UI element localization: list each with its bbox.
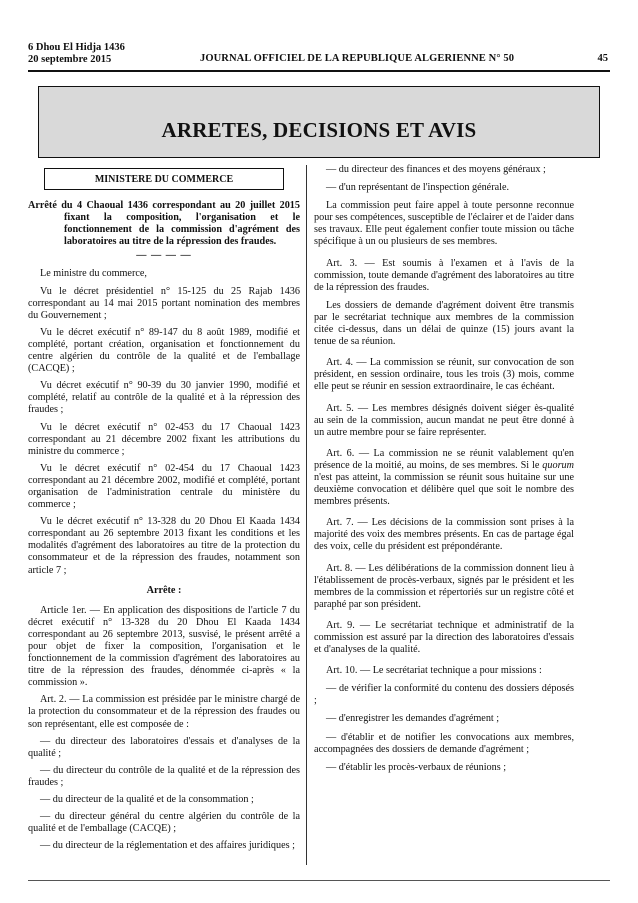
article-5: Art. 5. — Les membres désignés doivent siéger ès-qualité au sein de la commission, aucun mandat ne peut être donné à un autre membre pour se faire représenter. (314, 402, 574, 438)
preamble-paragraph: Vu le décret présidentiel n° 15-125 du 25 Rajab 1436 correspondant au 14 mai 2015 portant nomination des membres du Gouvernement ; (28, 285, 300, 321)
preamble-paragraph: Vu le décret exécutif n° 02-454 du 17 Chaoual 1423 correspondant au 21 décembre 2002, modifié et complété, portant organisation de l'administration centrale du ministère du commerce ; (28, 462, 300, 511)
title-separator: — — — — (136, 250, 192, 262)
article-10: Art. 10. — Le secrétariat technique a pour missions : (326, 665, 542, 677)
header-rule (28, 70, 610, 72)
member-item: — du directeur des laboratoires d'essais et d'analyses de la qualité ; (28, 735, 300, 759)
page-number: 45 (597, 53, 608, 64)
right-column (314, 164, 574, 780)
mission-item: — d'établir et de notifier les convocations aux membres, accompagnées des dossiers de demande d'agrément ; (314, 731, 574, 755)
section-title: ARRETES, DECISIONS ET AVIS (161, 118, 477, 142)
ministry-heading: MINISTERE DU COMMERCE (44, 168, 284, 190)
preamble-paragraph: Vu le décret exécutif n° 02-453 du 17 Chaoual 1423 correspondant au 21 décembre 2002 fixant les attributions du ministre du commerce ; (28, 421, 300, 457)
article-6 (314, 448, 574, 508)
preamble-paragraph: Vu le décret exécutif n° 13-328 du 20 Dhou El Kaada 1434 correspondant au 26 septembre 2013 fixant les conditions et les modalités d'agrément des laboratoires au titre de la protection du consommateur et de la répression des fraudes, notamment son article 7 ; (28, 516, 300, 576)
decree-title: Arrêté du 4 Chaoual 1436 correspondant au 20 juillet 2015 fixant la composition, l'organisation et le fonctionnement de la commission d'agrément des laboratoires au titre de la répression des fraudes. (28, 200, 300, 248)
article-4: Art. 4. — La commission se réunit, sur convocation de son président, en session ordinaire, tous les trois (3) mois, comme elle peut se réunir en session extraordinaire, le cas échéant. (314, 357, 574, 393)
article-7: Art. 7. — Les décisions de la commission sont prises à la majorité des voix des membres présents. En cas de partage égal des voix, celle du président est prépondérante. (314, 517, 574, 553)
commission-paragraph: La commission peut faire appel à toute personne reconnue pour ses compétences, susceptible de l'éclairer et de l'aider dans ses travaux. Elle peut également confier toute mission ou tâche spécifique à un ou plusieurs de ses membres. (314, 200, 574, 248)
preamble-paragraph: Vu décret exécutif n° 90-39 du 30 janvier 1990, modifié et complété, relatif au contrôle de la qualité et à la répression des fraudes ; (28, 380, 300, 416)
header-date-gregorian: 20 septembre 2015 (28, 54, 112, 65)
member-item: — du directeur de la qualité et de la consommation ; (40, 794, 254, 806)
mission-item: — d'établir les procès-verbaux de réunions ; (326, 761, 507, 773)
page-header (28, 42, 610, 68)
member-item: — d'un représentant de l'inspection générale. (326, 182, 510, 194)
member-item: — du directeur du contrôle de la qualité et de la répression des fraudes ; (28, 764, 300, 788)
article-2: Art. 2. — La commission est présidée par le ministre chargé de la protection du consommateur et de la répression des fraudes ou son représentant, elle est composée de : (28, 694, 300, 730)
article-3: Art. 3. — Est soumis à l'examen et à l'avis de la commission, toute demande d'agrément des laboratoires au titre de la répression des fraudes. (314, 257, 574, 293)
arrete-heading: Arrête : (146, 584, 182, 596)
column-divider (306, 165, 307, 865)
bottom-rule (28, 880, 610, 881)
header-date-hijri: 6 Dhou El Hidja 1436 (28, 42, 125, 53)
member-item: — du directeur des finances et des moyens généraux ; (326, 164, 546, 175)
article-6-text-b: n'est pas atteint, la commission se réunit sous huitaine sur une deuxième convocation et délibère quel que soit le nombre des membres présents. (314, 471, 574, 508)
left-column (28, 168, 300, 857)
article-6-text-a: Art. 6. — La commission ne se réunit valablement qu'en présence de la moitié, au moins, de ses membres. Si le (314, 447, 574, 471)
article-1: Article 1er. — En application des dispositions de l'article 7 du décret exécutif n° 13-328 du 20 Dhou El Kaada 1434 correspondant au 26 septembre 2013, susvisé, le présent arrêté a pour objet de fixer la composition, l'organisation et le fonctionnement de la commission d'agrément des laboratoires au titre de la répression des fraudes, dénommée ci-après « la commission ». (28, 604, 300, 689)
quorum-term: quorum (542, 459, 574, 471)
mission-item: — d'enregistrer les demandes d'agrément ; (326, 713, 500, 725)
article-9: Art. 9. — Le secrétariat technique et administratif de la commission est assuré par la direction des laboratoires d'essais et d'analyses de la qualité. (314, 619, 574, 656)
preamble-paragraph: Vu le décret exécutif n° 89-147 du 8 août 1989, modifié et complété, portant création, organisation et fonctionnement du centre algérien du contrôle de la qualité et de l'emballage (CACQE) ; (28, 326, 300, 375)
article-8: Art. 8. — Les délibérations de la commission donnent lieu à l'établissement de procès-verbaux, signés par le président et les membres de la commission et répertoriés sur un registre côté et paraphé par son président. (314, 562, 574, 610)
section-banner (38, 86, 600, 158)
header-date (28, 42, 125, 66)
preamble-paragraph: Le ministre du commerce, (40, 268, 147, 280)
journal-title: JOURNAL OFFICIEL DE LA REPUBLIQUE ALGERIENNE N° 50 (200, 53, 515, 64)
mission-item: — de vérifier la conformité du contenu des dossiers déposés ; (314, 683, 574, 707)
member-item: — du directeur de la réglementation et des affaires juridiques ; (40, 840, 295, 852)
member-item: — du directeur général du centre algérien du contrôle de la qualité et de l'emballage (CACQE) ; (28, 811, 300, 835)
article-3-paragraph: Les dossiers de demande d'agrément doivent être transmis par le secrétariat technique aux membres de la commission citée ci-dessus, dans un délai de quinze (15) jours avant la tenue de sa réunion. (314, 299, 574, 348)
